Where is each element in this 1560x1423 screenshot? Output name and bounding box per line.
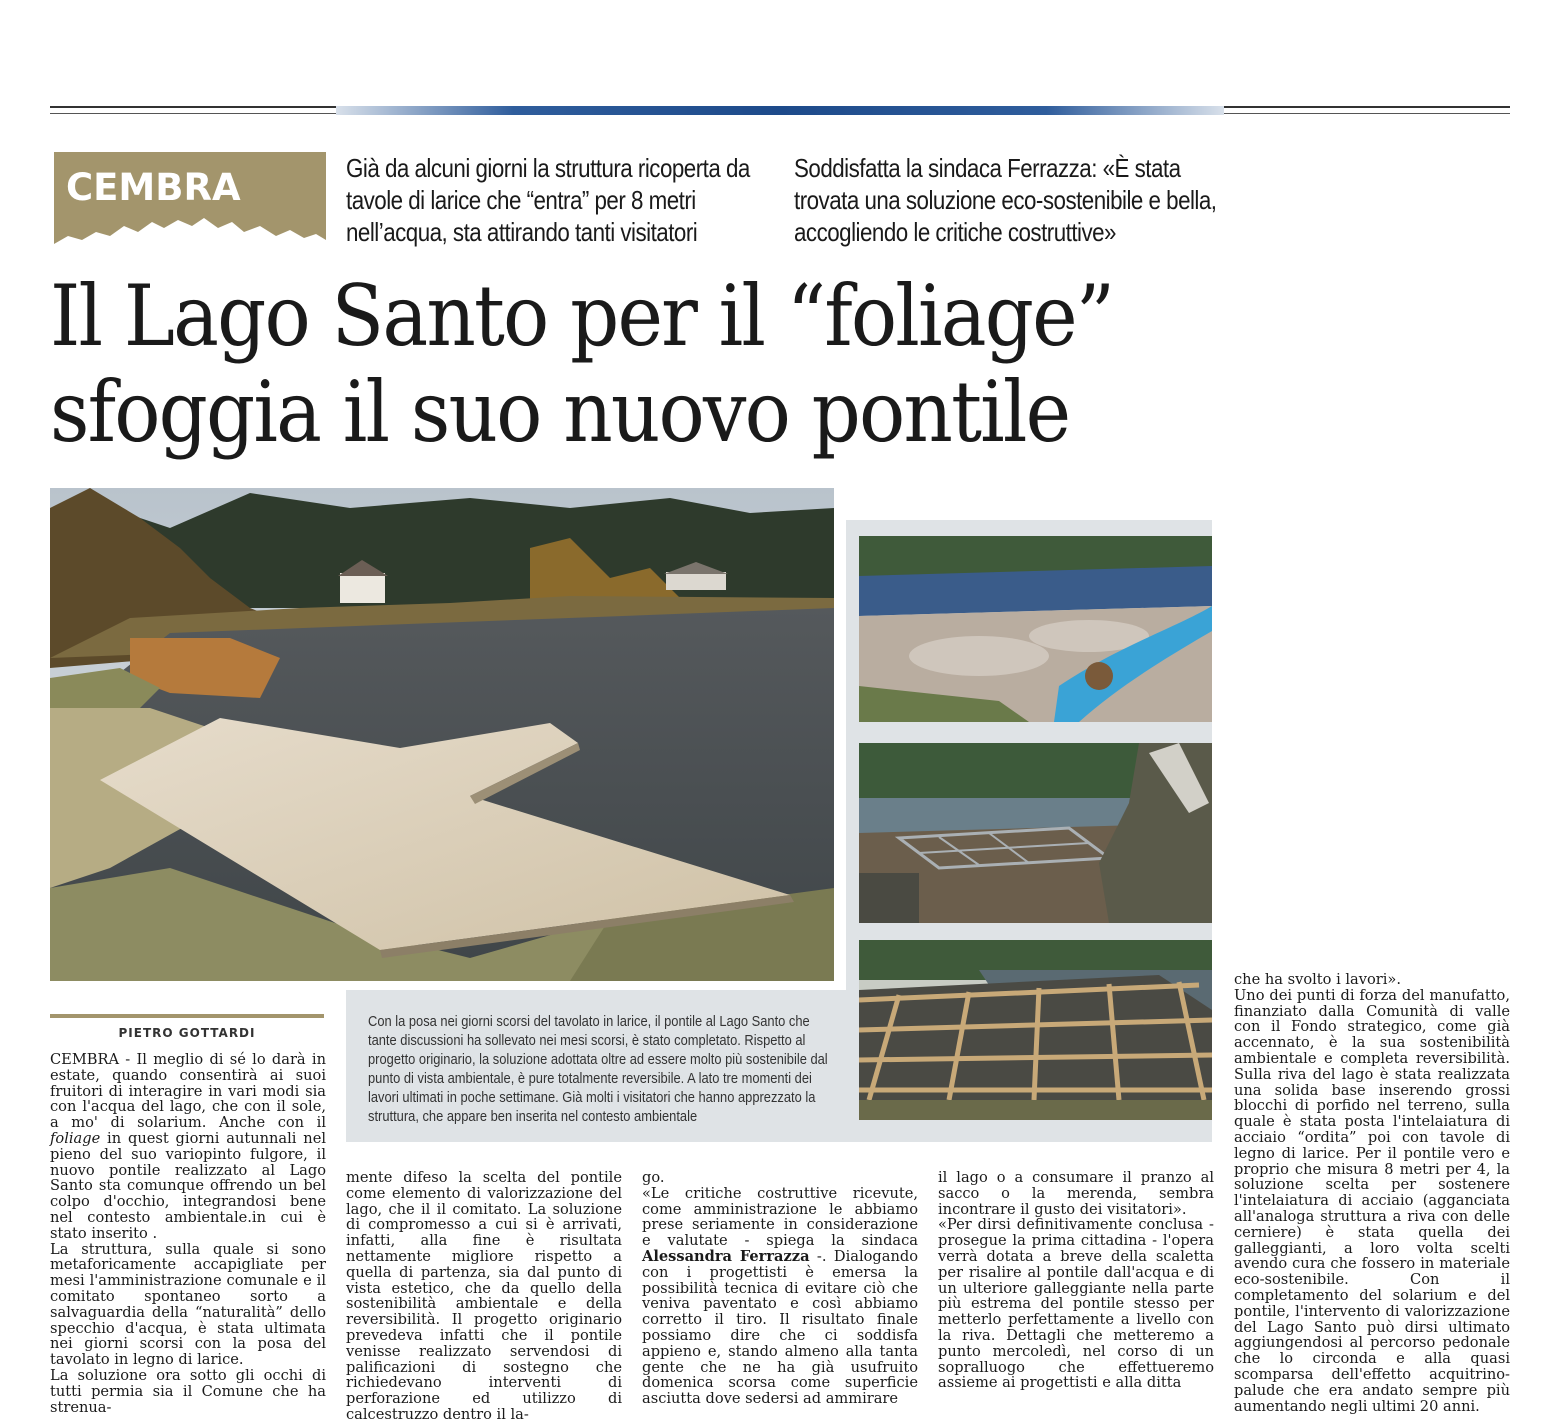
body-column-3	[642, 1170, 918, 1407]
body-text-bold: Alessandra Ferrazza	[642, 1247, 810, 1265]
headline-line-2: sfoggia il suo nuovo pontile	[50, 363, 1070, 461]
body-paragraph: il lago o a consumare il pranzo al sacco o la merenda, sembra incontrare il gusto dei visitatori».	[938, 1169, 1214, 1218]
body-text: CEMBRA - Il meglio di sé lo darà in estate, quando consentirà ai suoi fruitori di interagire in vari modi sia con l'acqua del lago, che con il sole, a mo' di solarium. Anche con il	[50, 1051, 326, 1132]
top-rule-right-thin	[1224, 113, 1510, 114]
top-rule-right	[1224, 106, 1510, 108]
body-column-5	[1234, 972, 1510, 1414]
section-tag	[54, 152, 326, 248]
main-photo-lake-pier	[50, 488, 834, 981]
side-photo-gravel-base	[859, 536, 1212, 722]
body-text: in quest giorni autunnali nel pieno del suo variopinto fulgore, il nuovo pontile realizzato al Lago Santo sta comunque offrendo un bel colpo d'occhio, integrandosi bene nel contesto ambientale.in cui è stato inserito .	[50, 1129, 326, 1242]
body-paragraph: Uno dei punti di forza del manufatto, finanziato dalla Comunità di valle con il Fondo strategico, come già accennato, è la sua sostenibilità ambientale e completa reversibilità. Sulla riva del lago è stata realizzata una solida base inserendo grossi blocchi di porfido nel terreno, sulla quale è stata posta l'intelaiatura di acciaio “ordita” poi con tavole di legno di larice. Per il pontile vero e proprio che misura 8 metri per 4, la soluzione scelta per sostenere l'intelaiatura di acciaio (agganciata all'analoga struttura a riva con delle cerniere) è stata quella dei galleggianti, a loro volta scelti avendo cura che fossero in materiale eco-sostenibile. Con il completamento del solarium e del pontile, l'intervento di valorizzazione del Lago Santo può dirsi ultimato aggiungendosi al percorso pedonale che lo circonda e alla quasi scomparsa dell'effetto acquitrino-palude che era andato sempre più aumentando negli ultimi 20 anni.	[1234, 986, 1510, 1415]
body-column-1	[50, 1052, 326, 1415]
byline-rule	[50, 1014, 324, 1018]
body-text: -. Dialogando con i progettisti è emersa la possibilità tecnica di evitare ciò che veniva paventato e così abbiamo corretto il tiro. Il risultato finale possiamo dire che ci soddisfa appieno e, stando almeno alla tanta gente che ne ha già usufruito domenica scorsa come superficie asciutta dove sedersi ad ammirare	[642, 1247, 918, 1408]
headline	[50, 268, 1148, 460]
body-text: «Le critiche costruttive ricevute, come amministrazione le abbiamo prese seriamente in considerazione e valutate - spiega la sindaca	[642, 1184, 918, 1250]
headline-line-1: Il Lago Santo per il “foliage”	[50, 267, 1114, 365]
subhead-left: Già da alcuni giorni la struttura ricoperta da tavole di larice che “entra” per 8 metri nell’acqua, sta attirando tanti visitatori	[346, 153, 750, 247]
body-paragraph: La soluzione ora sotto gli occhi di tutti permia sia il Comune che ha strenua-	[50, 1366, 326, 1416]
top-rule-left	[50, 106, 336, 108]
body-paragraph: che ha svolto i lavori».	[1234, 971, 1401, 988]
body-paragraph: La struttura, sulla quale si sono metaforicamente accapigliate per mesi l'amministrazione comunale e il comitato spontaneo sorto a salvaguardia della “naturalità” dello specchio d'acqua, è stata ultimata nei giorni scorsi con la posa del tavolato in legno di larice.	[50, 1240, 326, 1369]
top-rule-blue	[336, 106, 1224, 115]
photo-caption: Con la posa nei giorni scorsi del tavolato in larice, il pontile al Lago Santo che tante discussioni ha sollevato nei mesi scorsi, è stato completato. Rispetto al progetto originario, la soluzione adottata oltre ad essere molto più sostenibile dal punto di vista ambientale, è pure totalmente reversibile. A lato tre momenti dei lavori ultimati in poche settimane. Già molti i visitatori che hanno apprezzato la struttura, che appare ben inserita nel contesto ambientale	[368, 1013, 828, 1125]
top-rule-left-thin	[50, 113, 336, 114]
body-column-4	[938, 1170, 1214, 1391]
body-column-2	[346, 1170, 622, 1423]
section-label: CEMBRA	[66, 166, 241, 209]
body-text-italic: foliage	[50, 1129, 101, 1147]
body-paragraph	[642, 1186, 918, 1407]
body-paragraph: mente difeso la scelta del pontile come elemento di valorizzazione del lago, che il il comitato. La soluzione di compromesso a cui si è arrivati, infatti, alla fine è risultata nettamente migliore rispetto a quella di partenza, sia dal punto di vista estetico, che da quello della sostenibilità ambientale e della reversibilità. Il progetto originario prevedeva infatti che il pontile venisse realizzato servendosi di palificazioni di sostegno che richiedevano interventi di perforazione ed utilizzo di calcestruzzo dentro il la-	[346, 1169, 622, 1423]
photo-caption-box	[346, 990, 846, 1142]
side-photo-steel-frame	[859, 743, 1212, 923]
subhead-right: Soddisfatta la sindaca Ferrazza: «È stata trovata una soluzione eco-sostenibile e bella, accogliendo le critiche costruttive»	[794, 153, 1217, 247]
body-paragraph: «Per dirsi definitivamente conclusa - prosegue la prima cittadina - l'opera verrà dotata a breve della scaletta per risalire al pontile dall'acqua e di un ulteriore galleggiante nella parte più estrema del pontile stesso per metterlo perfettamente a livello con la riva. Dettagli che metteremo a punto mercoledì, nel corso di un sopralluogo che effettueremo assieme ai progettisti e alla ditta	[938, 1216, 1214, 1392]
body-paragraph: go.	[642, 1169, 665, 1186]
side-photo-wood-frame	[859, 940, 1212, 1120]
body-paragraph	[50, 1052, 326, 1242]
byline: PIETRO GOTTARDI	[118, 1026, 256, 1040]
